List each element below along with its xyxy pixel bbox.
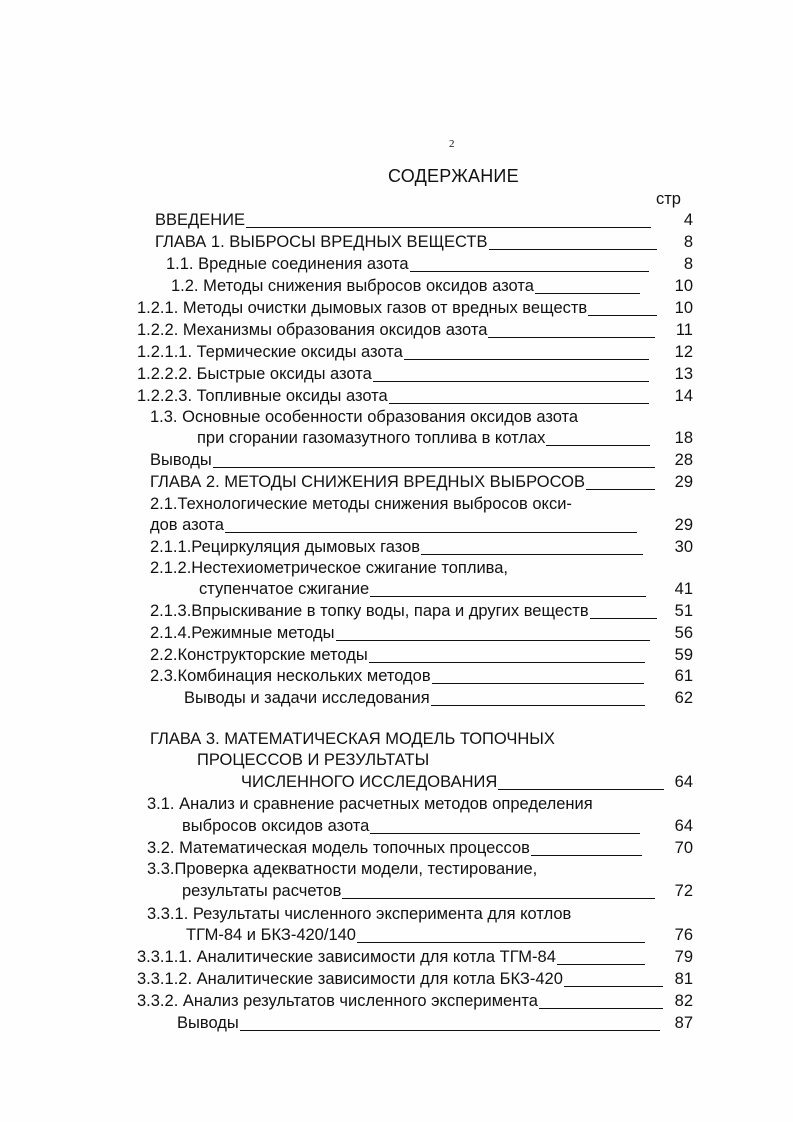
toc-entry-title: 1.2.1.1. Термические оксиды азота: [137, 343, 403, 361]
toc-leader-line: [588, 315, 657, 316]
toc-entry: [137, 968, 693, 990]
toc-entry: [137, 385, 693, 407]
toc-entry-title: 1.2.2.2. Быстрые оксиды азота: [137, 365, 372, 383]
toc-entry: [150, 728, 693, 750]
toc-entry-title: при сгорании газомазутного топлива в котлах: [197, 429, 546, 447]
toc-entry-title: 1.2.2.3. Топливные оксиды азота: [137, 387, 388, 405]
toc-entry: [166, 253, 693, 275]
toc-entry-title: 2.1.3.Впрыскивание в топку воды, пара и других веществ: [150, 602, 589, 620]
toc-page-number: 62: [674, 689, 693, 707]
toc-entry-title: Выводы и задачи исследования: [184, 689, 430, 707]
toc-page-number: 10: [674, 299, 693, 317]
toc-leader-line: [590, 618, 657, 619]
toc-entry-title: 3.2. Математическая модель топочных процессов: [147, 839, 530, 857]
toc-leader-line: [373, 381, 649, 382]
toc-leader-line: [421, 554, 643, 555]
toc-entry: [197, 427, 693, 449]
toc-entry-title: 2.1.2.Нестехиометрическое сжигание топлива,: [150, 559, 509, 577]
toc-entry-title: ГЛАВА 1. ВЫБРОСЫ ВРЕДНЫХ ВЕЩЕСТВ: [155, 233, 488, 251]
toc-leader-line: [404, 359, 649, 360]
toc-page-number: 14: [674, 387, 693, 405]
toc-leader-line: [342, 898, 655, 899]
toc-leader-line: [564, 986, 663, 987]
toc-entry: [197, 749, 693, 771]
toc-page-number: 61: [674, 667, 693, 685]
toc-leader-line: [213, 467, 655, 468]
toc-entry-title: 3.1. Анализ и сравнение расчетных методов определения: [147, 795, 593, 813]
toc-page-number: 64: [674, 773, 693, 791]
toc-leader-line: [488, 337, 655, 338]
toc-entry-title: 1.2.2. Механизмы образования оксидов азота: [137, 321, 488, 339]
toc-entry: [137, 341, 693, 363]
toc-page-number: 29: [674, 516, 693, 534]
toc-entry: [137, 319, 693, 341]
toc-leader-line: [586, 489, 655, 490]
toc-entry-title: 1.1. Вредные соединения азота: [166, 255, 409, 273]
toc-page-number: 4: [683, 211, 693, 229]
toc-leader-line: [410, 271, 649, 272]
toc-page-number: 11: [675, 321, 693, 339]
toc-leader-line: [432, 683, 644, 684]
toc-page-number: 64: [674, 817, 693, 835]
toc-entry-title: 1.2.1. Методы очистки дымовых газов от вредных веществ: [137, 299, 588, 317]
toc-entry-title: 1.2. Методы снижения выбросов оксидов азота: [171, 277, 534, 295]
toc-leader-line: [539, 1008, 663, 1009]
page-column-label: стр: [656, 190, 681, 208]
toc-entry-title: результаты расчетов: [182, 882, 342, 900]
toc-leader-line: [389, 403, 649, 404]
toc-leader-line: [225, 532, 637, 533]
toc-entry: [184, 687, 693, 709]
toc-page-number: 13: [674, 365, 693, 383]
toc-entry: [150, 665, 693, 687]
toc-entry: [199, 578, 693, 600]
toc-entry-title: 3.3.1.1. Аналитические зависимости для котла ТГМ-84: [137, 948, 556, 966]
toc-entry: [147, 858, 693, 880]
toc-page-number: 87: [674, 1014, 693, 1032]
toc-entry: [150, 471, 693, 493]
toc-entry: [177, 1012, 693, 1034]
toc-leader-line: [531, 855, 642, 856]
toc-entry-title: 1.3. Основные особенности образования оксидов азота: [150, 408, 579, 426]
toc-leader-line: [498, 789, 664, 790]
toc-entry: [147, 837, 693, 859]
toc-page-number: 10: [674, 277, 693, 295]
toc-entry-title: 2.1.4.Режимные методы: [150, 624, 335, 642]
toc-page-number: 51: [674, 602, 693, 620]
toc-page-number: 28: [674, 451, 693, 469]
toc-entry-title: 2.1.Технологические методы снижения выбросов окси-: [150, 495, 572, 513]
toc-entry: [147, 903, 693, 925]
toc-page-number: 79: [674, 948, 693, 966]
toc-entry-title: 3.3.1. Результаты численного эксперимента для котлов: [147, 905, 572, 923]
toc-entry: [150, 493, 693, 515]
toc-entry-title: 3.3.Проверка адекватности модели, тестирование,: [147, 860, 538, 878]
toc-entry-title: 3.3.1.2. Аналитические зависимости для котла БКЗ-420: [137, 970, 563, 988]
toc-page-number: 8: [683, 233, 693, 251]
toc-entry: [171, 275, 693, 297]
toc-entry-title: 2.1.1.Рециркуляция дымовых газов: [150, 538, 421, 556]
toc-entry: [150, 514, 693, 536]
toc-entry: [137, 990, 693, 1012]
page-number: 2: [449, 138, 455, 150]
toc-page-number: 72: [674, 882, 693, 900]
toc-entry: [241, 771, 693, 793]
toc-entry: [137, 297, 693, 319]
toc-leader-line: [336, 640, 650, 641]
toc-entry: [182, 815, 693, 837]
toc-entry: [147, 793, 693, 815]
toc-entry: [182, 880, 693, 902]
toc-entry-title: ГЛАВА 2. МЕТОДЫ СНИЖЕНИЯ ВРЕДНЫХ ВЫБРОСОВ: [150, 473, 585, 491]
toc-page-number: 30: [674, 538, 693, 556]
toc-entry-title: ТГМ-84 и БКЗ-420/140: [186, 926, 356, 944]
toc-leader-line: [370, 833, 640, 834]
toc-page-number: 76: [674, 926, 693, 944]
toc-page-number: 18: [674, 429, 693, 447]
toc-entry-title: выбросов оксидов азота: [182, 817, 370, 835]
toc-page-number: 8: [683, 255, 693, 273]
toc-leader-line: [546, 445, 650, 446]
toc-entry-title: ГЛАВА 3. МАТЕМАТИЧЕСКАЯ МОДЕЛЬ ТОПОЧНЫХ: [150, 730, 555, 748]
toc-entry: [150, 557, 693, 579]
toc-entry-title: Выводы: [150, 451, 212, 469]
toc-page-number: 82: [674, 992, 693, 1010]
toc-entry-title: ПРОЦЕССОВ И РЕЗУЛЬТАТЫ: [197, 751, 430, 769]
toc-title: СОДЕРЖАНИЕ: [388, 166, 519, 186]
toc-entry: [150, 622, 693, 644]
toc-entry: [155, 231, 693, 253]
toc-leader-line: [246, 227, 651, 228]
toc-entry-title: ВВЕДЕНИЕ: [155, 211, 245, 229]
toc-entry: [150, 406, 693, 428]
toc-leader-line: [557, 964, 645, 965]
toc-entry: [155, 209, 693, 231]
toc-leader-line: [431, 705, 645, 706]
toc-page-number: 59: [674, 646, 693, 664]
toc-page-number: 81: [674, 970, 693, 988]
toc-entry-title: дов азота: [150, 516, 224, 534]
toc-leader-line: [369, 662, 645, 663]
toc-entry-title: ЧИСЛЕННОГО ИССЛЕДОВАНИЯ: [241, 773, 498, 791]
toc-leader-line: [489, 249, 658, 250]
toc-entry-title: Выводы: [177, 1014, 239, 1032]
toc-entry-title: 2.3.Комбинация нескольких методов: [150, 667, 431, 685]
toc-leader-line: [240, 1030, 660, 1031]
toc-leader-line: [535, 293, 640, 294]
toc-entry: [150, 644, 693, 666]
toc-entry-title: 3.3.2. Анализ результатов численного эксперимента: [137, 992, 538, 1010]
toc-page-number: 70: [674, 839, 693, 857]
toc-entry: [137, 946, 693, 968]
toc-page-number: 56: [674, 624, 693, 642]
toc-entry: [150, 536, 693, 558]
toc-entry-title: ступенчатое сжигание: [199, 580, 370, 598]
toc-entry: [137, 363, 693, 385]
toc-page-number: 12: [674, 343, 693, 361]
toc-leader-line: [370, 596, 646, 597]
toc-entry-title: 2.2.Конструкторские методы: [150, 646, 368, 664]
toc-entry: [186, 924, 693, 946]
toc-entry: [150, 600, 693, 622]
toc-page-number: 29: [674, 473, 693, 491]
toc-leader-line: [357, 942, 645, 943]
toc-page-number: 41: [674, 580, 693, 598]
toc-entry: [150, 449, 693, 471]
